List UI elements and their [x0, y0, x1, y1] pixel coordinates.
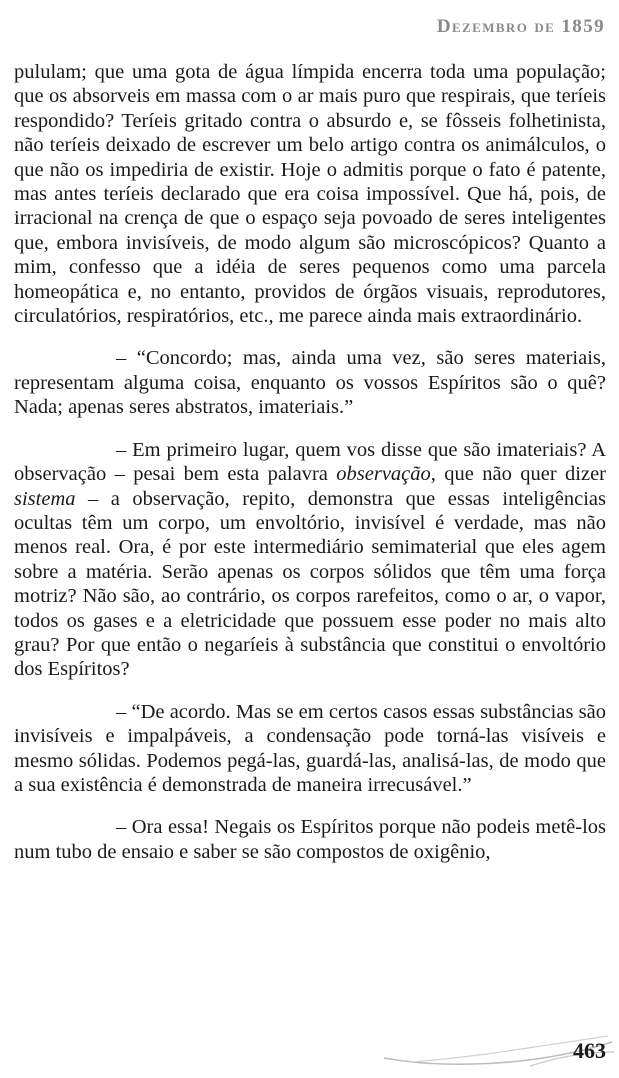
page-footer	[380, 1028, 616, 1072]
text-segment: , que não quer dizer	[430, 463, 606, 486]
italic-term-observacao: observação	[336, 463, 431, 486]
text-segment: – “De acordo. Mas se em certos casos essas substâncias são invisíveis e impalpáveis, a condensação pode torná-las visíveis e mesmo sólidas. Podemos pegá-las, guardá-las, analisá-las, de modo que a sua existência é demonstrada de maneira irrecusável.”	[14, 700, 606, 796]
text-segment: – Em primeiro lugar, quem vos disse que são imateriais? A observação – pesai bem esta palavra	[14, 438, 606, 486]
text-segment: pululam; que uma gota de água límpida encerra toda uma população; que os absorveis em massa com o ar mais puro que respirais, que teríeis respondido? Teríeis gritado contra o absurdo e, se fôsseis folhetinista, não teríeis deixado de escrever um belo artigo contra os animálculos, o que não os impediria de existir. Hoje o admitis porque o fato é patente, mas antes teríeis declarado que era coisa impossível. Que há, pois, de irracional na crença de que o espaço seja povoado de seres inteligentes que, embora invisíveis, de modo algum são microscópicos? Quanto a mim, confesso que a idéia de seres pequenos como uma parcela homeopática e, no entanto, providos de órgãos visuais, reprodutores, circulatórios, respiratórios, etc., me parece ainda mais extraordinário.	[14, 61, 606, 328]
page-number: 463	[573, 1038, 606, 1063]
paragraph-2	[14, 346, 606, 419]
text-segment: – “Concordo; mas, ainda uma vez, são seres materiais, representam alguma coisa, enquanto os vossos Espíritos são o quê? Nada; apenas seres abstratos, imateriais.”	[14, 347, 606, 419]
paragraph-1	[14, 60, 606, 328]
text-segment: – a observação, repito, demonstra que essas inteligências ocultas têm um corpo, um envoltório, invisível é verdade, mas não menos real. Ora, é por este intermediário semimaterial que eles agem sobre a matéria. Serão apenas os corpos sólidos que têm uma força motriz? Não são, ao contrário, os corpos rarefeitos, como o ar, o vapor, todos os gases e a eletricidade que possuem esse poder no mais alto grau? Por que então o negaríeis à substância que constitui o envoltório dos Espíritos?	[14, 487, 606, 681]
running-header: Dezembro de 1859	[436, 16, 605, 37]
paragraph-5	[14, 815, 606, 864]
paragraph-3	[14, 438, 606, 682]
page-body	[14, 60, 606, 864]
text-segment: – Ora essa! Negais os Espíritos porque não podeis metê-los num tubo de ensaio e saber se são compostos de oxigênio,	[14, 816, 606, 863]
paragraph-4	[14, 700, 606, 798]
italic-term-sistema: sistema	[14, 487, 76, 510]
